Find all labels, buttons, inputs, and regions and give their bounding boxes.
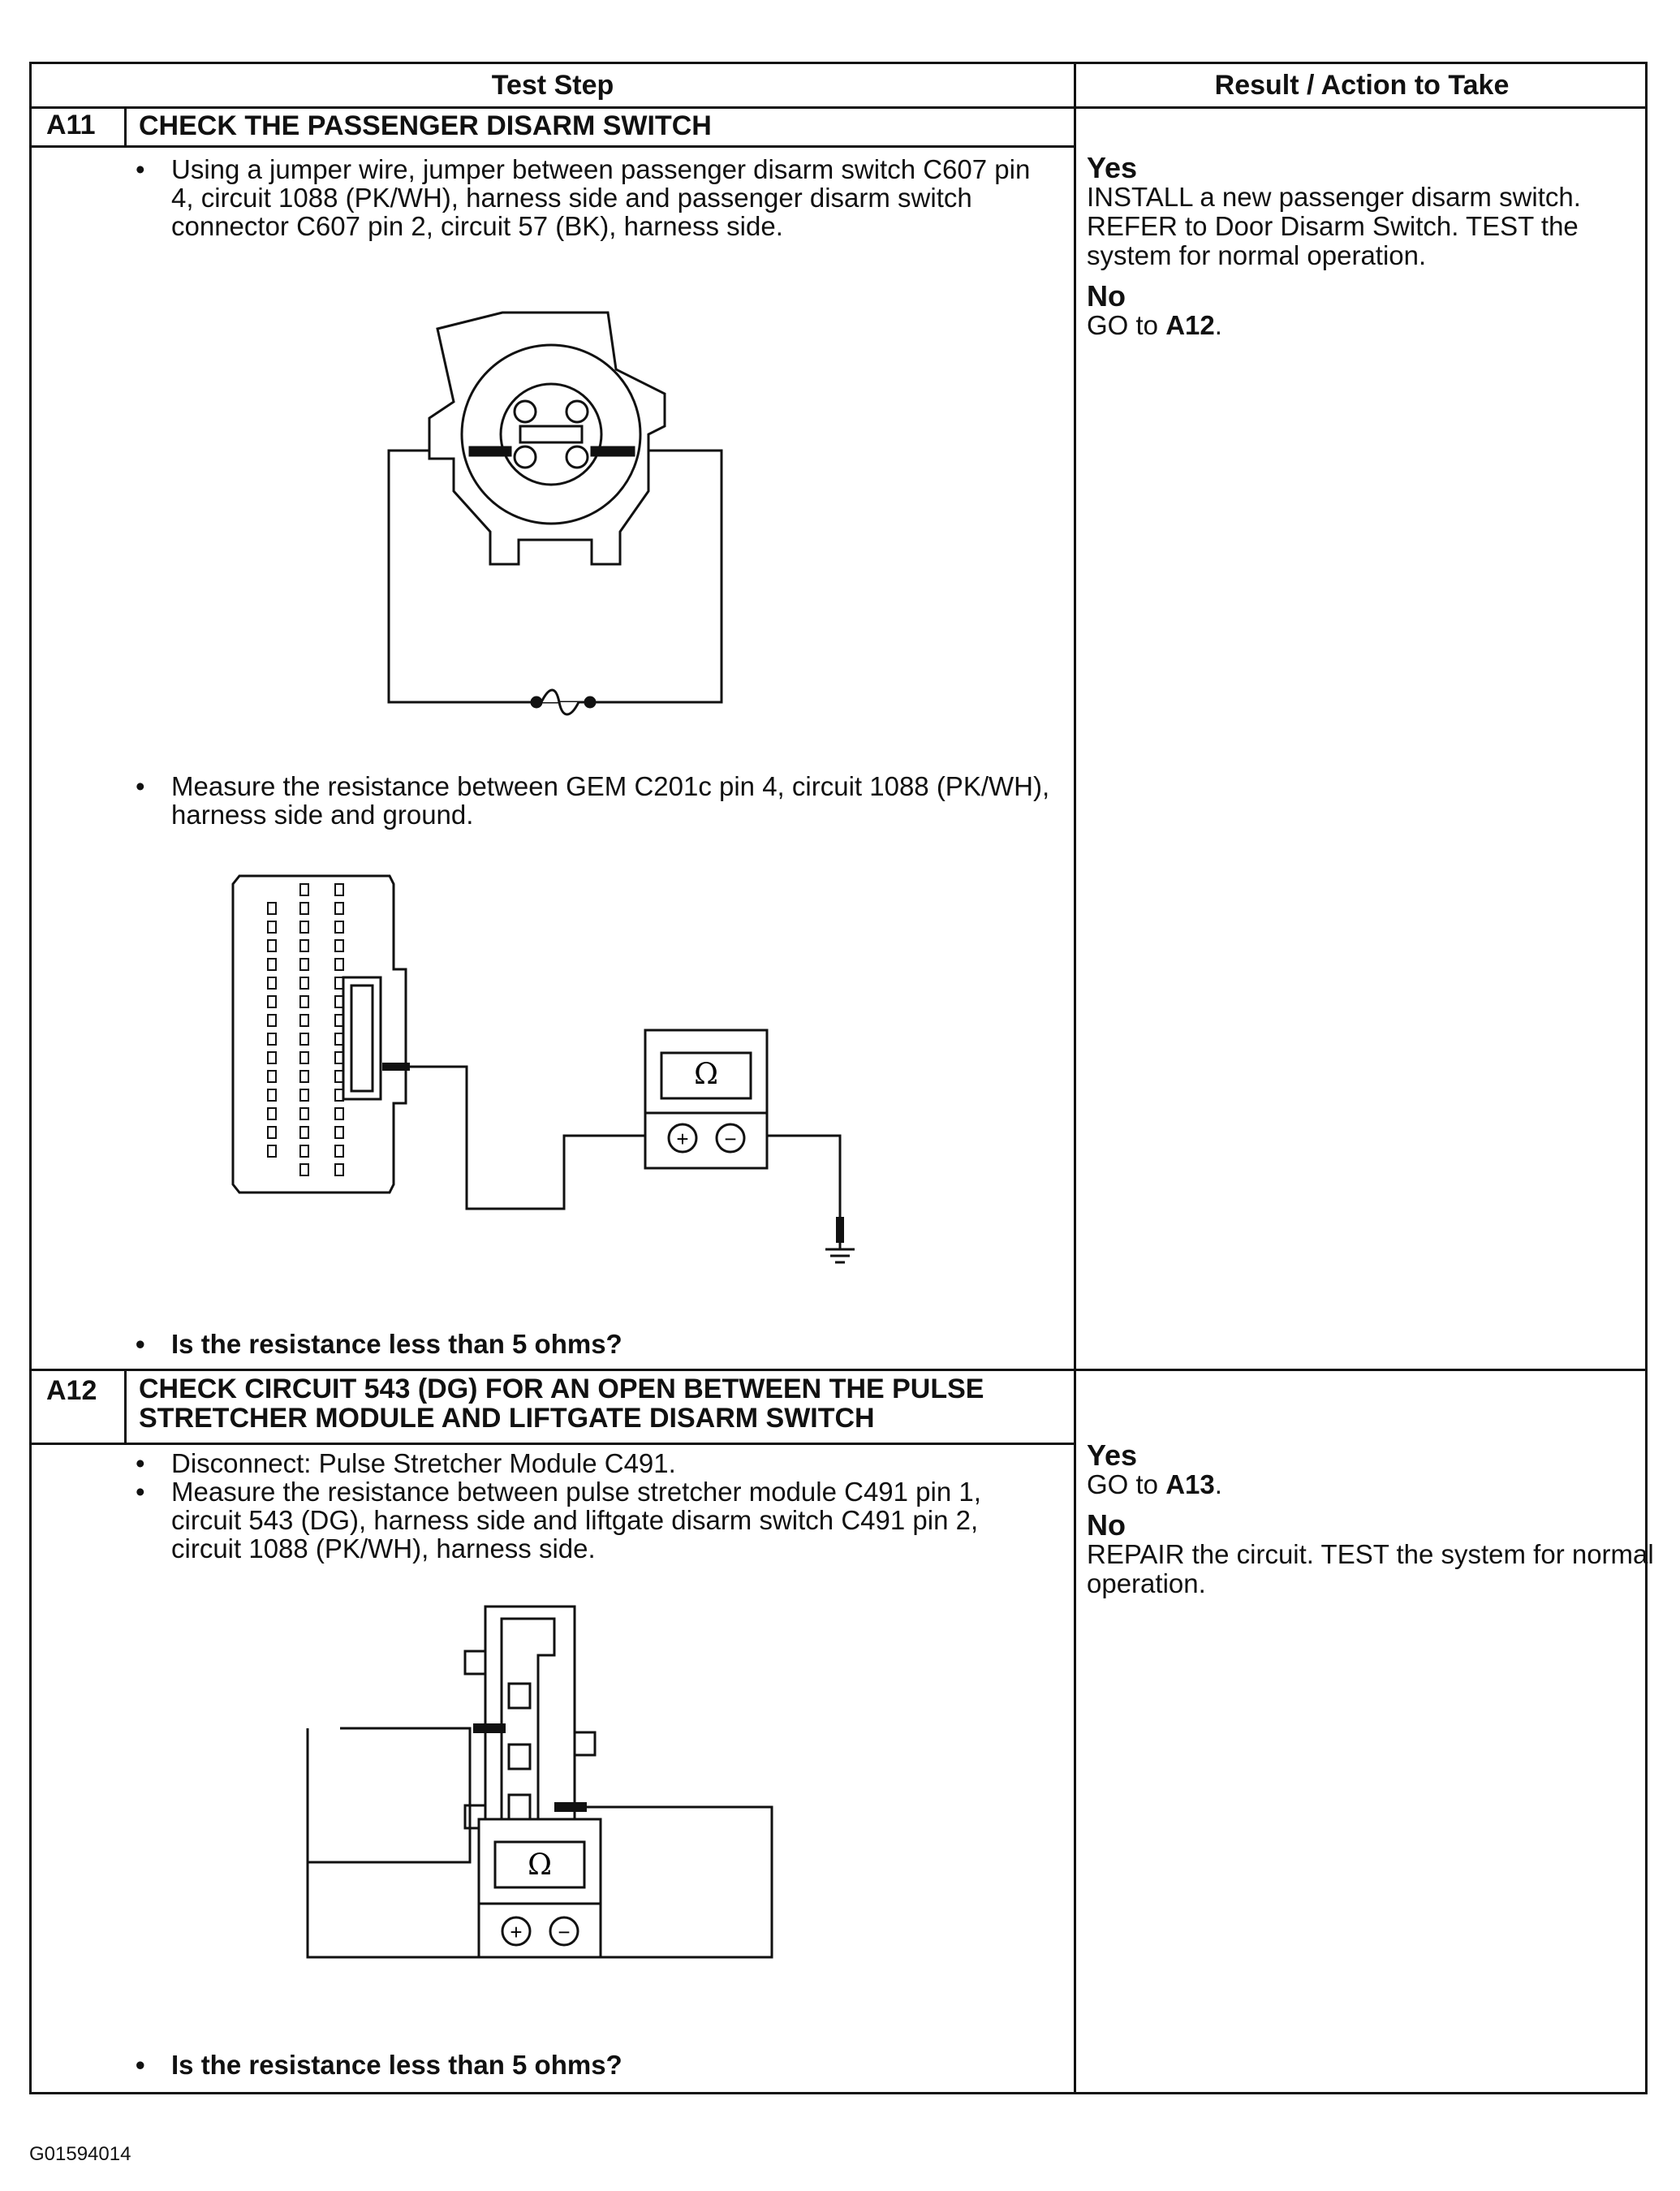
- a12-title-rule: [32, 1443, 1074, 1445]
- a11-results: [1087, 153, 1655, 352]
- gem-connector-measure-diagram: [223, 868, 872, 1282]
- minus-sign: −: [724, 1127, 737, 1151]
- jumper-fuse-symbol: [541, 690, 579, 714]
- a11-yes-text: INSTALL a new passenger disarm switch. REFER to Door Disarm Switch. TEST the system for normal operation.: [1087, 182, 1581, 270]
- pulse-stretcher-measure-diagram: [311, 1607, 798, 2012]
- a11-no-text: GO to A12.: [1087, 310, 1222, 340]
- minus-sign-2: −: [558, 1920, 571, 1944]
- wire-node-right: [585, 697, 595, 707]
- column-divider: [1074, 64, 1076, 2092]
- wire-node-left: [532, 697, 541, 707]
- step-title-a12: CHECK CIRCUIT 543 (DG) FOR AN OPEN BETWEEN THE PULSE STRETCHER MODULE AND LIFTGATE DISARM SWITCH: [139, 1374, 984, 1434]
- header-rule: [32, 106, 1645, 109]
- probe-ground: [836, 1217, 844, 1243]
- wire-to-pin1: [308, 1728, 470, 1862]
- meter-lead-positive: [390, 1067, 645, 1209]
- header-result-action: Result / Action to Take: [1214, 69, 1510, 101]
- a12-bullet-disconnect: • Disconnect: Pulse Stretcher Module C491.: [127, 1449, 1053, 1477]
- a12-no-label: No: [1087, 1508, 1126, 1542]
- a12-question: • Is the resistance less than 5 ohms?: [127, 2050, 622, 2081]
- a12-id-divider: [124, 1371, 127, 1443]
- a12-results: [1087, 1438, 1655, 1610]
- a12-bullets: [127, 1449, 1053, 1563]
- disarm-switch-jumper-diagram: [340, 304, 746, 727]
- plus-sign: +: [676, 1127, 689, 1151]
- a12-yes-label: Yes: [1087, 1438, 1138, 1472]
- a11-title-rule: [32, 145, 1074, 148]
- probe-right: [592, 447, 634, 455]
- plus-sign-2: +: [510, 1920, 523, 1944]
- goto-a13-link: A13: [1165, 1469, 1215, 1499]
- goto-a12-link: A12: [1165, 310, 1215, 340]
- a11-bullets-1: [127, 155, 1036, 240]
- step-id-a12: A12: [46, 1375, 97, 1406]
- a11-id-divider: [124, 106, 127, 145]
- ohm-symbol: Ω: [694, 1058, 718, 1091]
- wire-left-loop: [308, 1728, 489, 1957]
- a11-no-label: No: [1087, 279, 1126, 313]
- a12-yes-text: GO to A13.: [1087, 1469, 1222, 1499]
- a11-question: • Is the resistance less than 5 ohms?: [127, 1329, 622, 1360]
- ohm-symbol-2: Ω: [528, 1848, 552, 1882]
- header-test-step: Test Step: [491, 69, 614, 101]
- diagnostic-table: [29, 62, 1654, 2094]
- step-title-a11: CHECK THE PASSENGER DISARM SWITCH: [139, 110, 712, 141]
- a11-bullets-2: [127, 772, 1053, 829]
- probe-gem-pin: [382, 1063, 410, 1071]
- probe-pin2: [554, 1802, 587, 1812]
- a11-yes-label: Yes: [1087, 151, 1138, 184]
- figure-code: G01594014: [29, 2143, 131, 2165]
- step-id-a11: A11: [46, 110, 96, 140]
- a11-bullet-measure: • Measure the resistance between GEM C201c pin 4, circuit 1088 (PK/WH), harness side and ground.: [127, 772, 1053, 829]
- a12-top-rule: [32, 1369, 1645, 1371]
- connector-face: [462, 345, 640, 524]
- a11-bullet-jumper: • Using a jumper wire, jumper between passenger disarm switch C607 pin 4, circuit 1088 (PK/WH), harness side and passenger disarm switch connector C607 pin 2, circuit 57 (BK), harness side.: [127, 155, 1036, 240]
- a12-bullet-measure: • Measure the resistance between pulse stretcher module C491 pin 1, circuit 543 (DG), harness side and liftgate disarm switch C491 pin 2, circuit 1088 (PK/WH), harness side.: [127, 1477, 1053, 1563]
- probe-pin1: [473, 1723, 506, 1733]
- a12-no-text: REPAIR the circuit. TEST the system for normal operation.: [1087, 1539, 1654, 1598]
- probe-left: [470, 447, 510, 455]
